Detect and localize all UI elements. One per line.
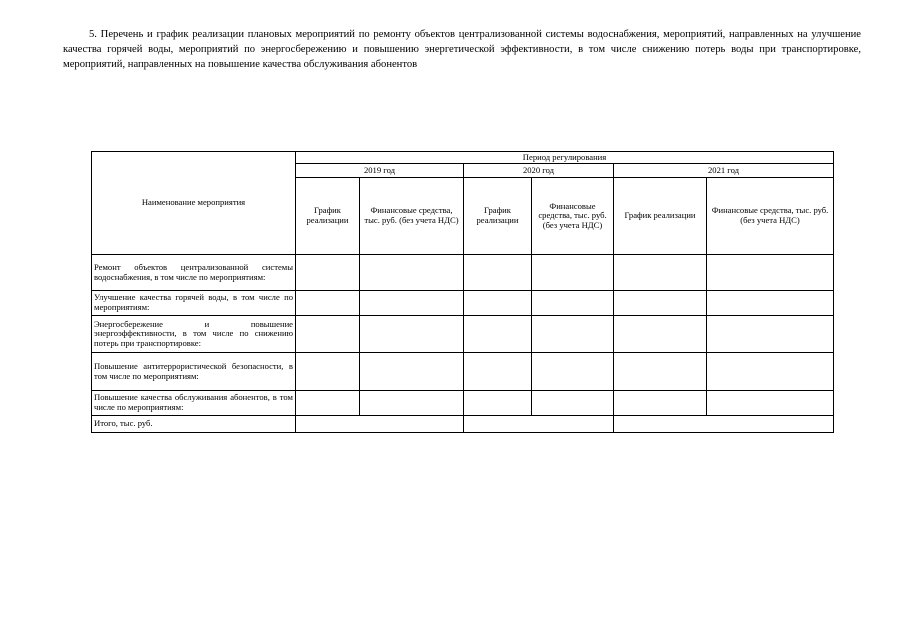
table-cell <box>614 291 707 316</box>
schedule-header-2020: График реализации <box>464 178 532 255</box>
table-cell <box>532 391 614 416</box>
row-label: Повышение качества обслуживания абонентов, в том числе по мероприятиям: <box>92 391 296 416</box>
table-cell <box>707 391 834 416</box>
table-cell <box>532 316 614 353</box>
total-label: Итого, тыс. руб. <box>92 416 296 433</box>
table-cell <box>707 291 834 316</box>
plan-table <box>91 151 834 433</box>
schedule-header-2019: График реализации <box>296 178 360 255</box>
total-cell-2020 <box>464 416 614 433</box>
table-row <box>92 255 834 291</box>
table-cell <box>532 255 614 291</box>
table-cell <box>707 316 834 353</box>
table-cell <box>464 353 532 391</box>
section-heading: 5. Перечень и график реализации плановых мероприятий по ремонту объектов централизованной системы водоснабжения, мероприятий, направленных на улучшение качества горячей воды, мероприятий по энергосбережению и повышению энергетической эффективности, в том числе снижению потерь воды при транспортировке, мероприятий, направленных на повышение качества обслуживания абонентов <box>63 29 861 70</box>
total-row <box>92 416 834 433</box>
schedule-header-2021: График реализации <box>614 178 707 255</box>
finance-header-2020: Финансовые средства, тыс. руб. (без учета НДС) <box>532 178 614 255</box>
row-label: Ремонт объектов централизованной системы водоснабжения, в том числе по мероприятиям: <box>92 255 296 291</box>
table-cell <box>614 391 707 416</box>
table-cell <box>707 353 834 391</box>
table-row <box>92 291 834 316</box>
table-cell <box>360 316 464 353</box>
table-cell <box>614 255 707 291</box>
row-label: Улучшение качества горячей воды, в том числе по мероприятиям: <box>92 291 296 316</box>
table-cell <box>296 316 360 353</box>
name-header: Наименование мероприятия <box>92 152 296 255</box>
table-cell <box>532 353 614 391</box>
table-row <box>92 353 834 391</box>
table-row <box>92 391 834 416</box>
table-cell <box>360 291 464 316</box>
finance-header-2019: Финансовые средства, тыс. руб. (без учета НДС) <box>360 178 464 255</box>
year-header-2021: 2021 год <box>614 164 834 178</box>
row-label: Энергосбережение и повышение энергоэффективности, в том числе по снижению потерь при транспортировке: <box>92 316 296 353</box>
table-cell <box>296 391 360 416</box>
finance-header-2021: Финансовые средства, тыс. руб. (без учета НДС) <box>707 178 834 255</box>
row-label: Повышение антитеррористической безопасности, в том числе по мероприятиям: <box>92 353 296 391</box>
total-cell-2021 <box>614 416 834 433</box>
year-header-2020: 2020 год <box>464 164 614 178</box>
table-cell <box>296 353 360 391</box>
table-cell <box>614 316 707 353</box>
table-cell <box>532 291 614 316</box>
period-header: Период регулирования <box>296 152 834 164</box>
table-cell <box>360 255 464 291</box>
table-cell <box>360 353 464 391</box>
table-cell <box>296 291 360 316</box>
table-cell <box>464 316 532 353</box>
table-cell <box>707 255 834 291</box>
table-cell <box>464 255 532 291</box>
table-cell <box>296 255 360 291</box>
table-cell <box>464 391 532 416</box>
table-cell <box>464 291 532 316</box>
table-cell <box>614 353 707 391</box>
table-row <box>92 316 834 353</box>
year-header-2019: 2019 год <box>296 164 464 178</box>
table-cell <box>360 391 464 416</box>
total-cell-2019 <box>296 416 464 433</box>
